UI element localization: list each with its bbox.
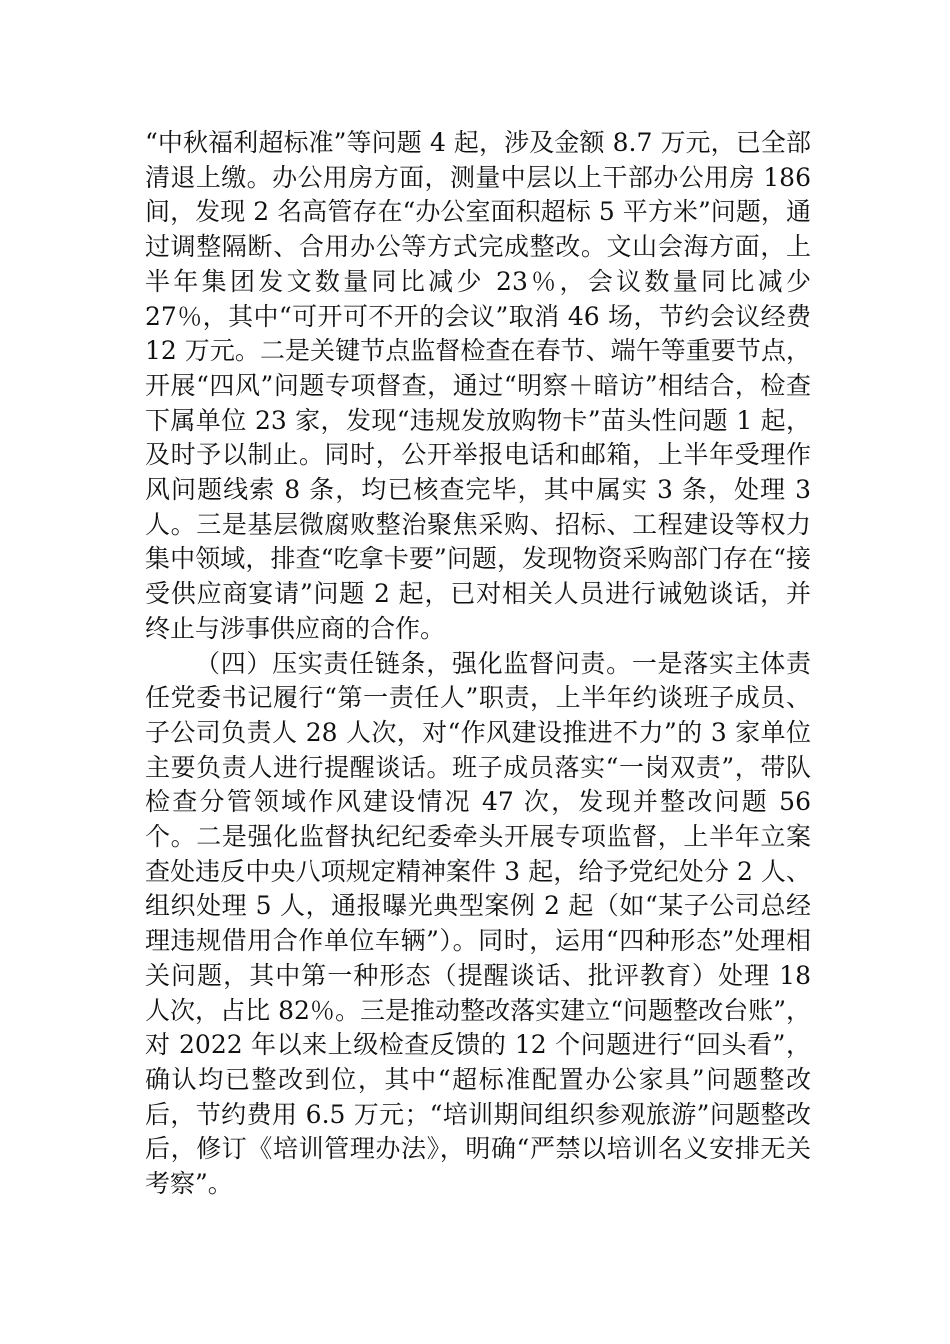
document-body: [145, 126, 811, 1202]
paragraph-continuation: “中秋福利超标准”等问题 4 起，涉及金额 8.7 万元，已全部清退上缴。办公用房方面，测量中层以上干部办公用房 186 间，发现 2 名高管存在“办公室面积超标 5 平方米”问题，通过调整隔断、合用办公等方式完成整改。文山会海方面，上半年集团发文数量同比减少 23％，会议数量同比减少 27％，其中“可开可不开的会议”取消 46 场，节约会议经费 12 万元。二是关键节点监督检查在春节、端午等重要节点，开展“四风”问题专项督查，通过“明察＋暗访”相结合，检查下属单位 23 家，发现“违规发放购物卡”苗头性问题 1 起，及时予以制止。同时，公开举报电话和邮箱，上半年受理作风问题线索 8 条，均已核查完毕，其中属实 3 条，处理 3 人。三是基层微腐败整治聚焦采购、招标、工程建设等权力集中领域，排查“吃拿卡要”问题，发现物资采购部门存在“接受供应商宴请”问题 2 起，已对相关人员进行诫勉谈话，并终止与涉事供应商的合作。: [145, 128, 811, 643]
paragraph-section-four: （四）压实责任链条，强化监督问责。一是落实主体责任党委书记履行“第一责任人”职责，上半年约谈班子成员、子公司负责人 28 人次，对“作风建设推进不力”的 3 家单位主要负责人进行提醒谈话。班子成员落实“一岗双责”，带队检查分管领域作风建设情况 47 次，发现并整改问题 56 个。二是强化监督执纪纪委牵头开展专项监督，上半年立案查处违反中央八项规定精神案件 3 起，给予党纪处分 2 人、组织处理 5 人，通报曝光典型案例 2 起（如“某子公司总经理违规借用合作单位车辆”）。同时，运用“四种形态”处理相关问题，其中第一种形态（提醒谈话、批评教育）处理 18 人次，占比 82％。三是推动整改落实建立“问题整改台账”，对 2022 年以来上级检查反馈的 12 个问题进行“回头看”，确认均已整改到位，其中“超标准配置办公家具”问题整改后，节约费用 6.5 万元；“培训期间组织参观旅游”问题整改后，修订《培训管理办法》，明确“严禁以培训名义安排无关考察”。: [145, 648, 811, 1199]
